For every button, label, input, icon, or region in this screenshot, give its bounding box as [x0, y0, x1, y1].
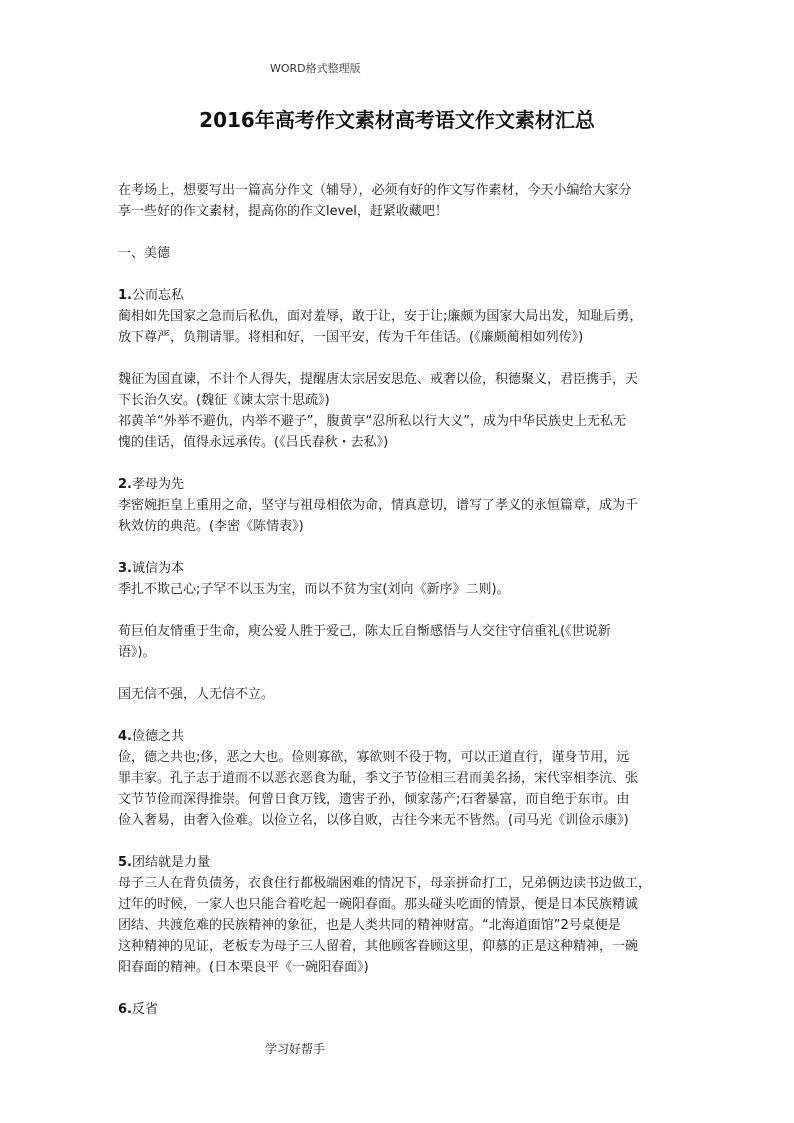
item-number: 4.	[118, 729, 132, 744]
section-title: 一、美德	[118, 246, 171, 261]
item-number: 2.	[118, 477, 132, 492]
paragraph-line: 下长治久安。(魏征《谏太宗十思疏》)	[118, 393, 330, 408]
item-number: 5.	[118, 855, 132, 870]
paragraph-line: 蔺相如先国家之急而后私仇，面对羞辱，敢于让，安于让;廉颇为国家大局出发，知耻后勇，	[118, 309, 643, 324]
paragraph-line: 团结、共渡危难的民族精神的象征，也是人类共同的精神财富。“北海道面馆”2号桌便是	[118, 918, 621, 933]
item-title: 团结就是力量	[131, 855, 210, 870]
item-heading	[118, 726, 678, 747]
paragraph-line: 愧的佳话，值得永远承传。(《吕氏春秋・去私》)	[118, 435, 389, 450]
paragraph-line: 祁黄羊“外举不避仇，内举不避子”，腹黄享“忍所私以行大义”，成为中华民族史上无私无	[118, 414, 626, 429]
paragraph-line: 这种精神的见证，老板专为母子三人留着，其他顾客眷顾这里，仰慕的正是这种精神，一碗	[118, 939, 639, 954]
paragraph-line: 俭，德之共也;侈，恶之大也。俭则寡欲，寡欲则不役于物，可以正道直行，谨身节用，远	[118, 750, 630, 765]
paragraph-line: 文节节俭而深得推崇。何曾日食万钱，遗害子孙，倾家荡产;石奢暴富，而自绝于东市。由	[118, 792, 630, 807]
item-heading	[118, 999, 678, 1020]
paragraph-line: 季扎不欺己心;子罕不以玉为宝，而以不贫为宝(刘向《新序》二则)。	[118, 582, 510, 597]
item-heading	[118, 558, 678, 579]
paragraph-line: 荀巨伯友情重于生命，庾公爱人胜于爱己，陈太丘自惭感悟与人交往守信重礼(《世说新	[118, 624, 611, 639]
item-title: 反省	[131, 1002, 158, 1017]
item-title: 孝母为先	[131, 477, 184, 492]
paragraph-line: 秋效仿的典范。(李密《陈情表》)	[118, 519, 304, 534]
item-heading	[118, 852, 678, 873]
paragraph-line: 俭入奢易，由奢入俭难。以俭立名，以侈自败，古往今来无不皆然。(司马光《训俭示康》)	[118, 813, 629, 828]
document-body	[118, 180, 678, 1020]
paragraph-line: 魏征为国直谏，不计个人得失，提醒唐太宗居安思危、戒奢以俭，积德聚义，君臣携手，天	[118, 372, 639, 387]
document-title: 2016年高考作文素材高考语文作文素材汇总	[199, 108, 595, 132]
item-number: 1.	[118, 288, 132, 303]
paragraph-line: 语》)。	[118, 645, 156, 660]
item-number: 3.	[118, 561, 132, 576]
item-heading	[118, 474, 678, 495]
paragraph-line: 母子三人在背负债务，衣食住行都极端困难的情况下，母亲拼命打工，兄弟俩边读书边做工，	[118, 876, 652, 891]
paragraph-line: 李密婉拒皇上重用之命，坚守与祖母相依为命，情真意切，谱写了孝义的永恒篇章，成为千	[118, 498, 639, 513]
paragraph-line: 国无信不强，人无信不立。	[118, 687, 275, 702]
footer-note: 学习好帮手	[265, 1042, 326, 1056]
intro-line: 在考场上，想要写出一篇高分作文（辅导），必须有好的作文写作素材，今天小编给大家分	[118, 183, 632, 198]
header-note: WORD格式整理版	[270, 62, 361, 75]
item-title: 诚信为本	[131, 561, 184, 576]
paragraph-line: 阳春面的精神。(日本栗良平《一碗阳春面》)	[118, 960, 369, 975]
paragraph-line: 放下尊严，负荆请罪。将相和好，一国平安，传为千年佳话。(《廉颇蔺相如列传》)	[118, 330, 584, 345]
intro-line: 享一些好的作文素材，提高你的作文level，赶紧收藏吧！	[118, 204, 448, 219]
item-title: 俭德之共	[131, 729, 184, 744]
item-number: 6.	[118, 1002, 132, 1017]
paragraph-line: 过年的时候，一家人也只能合着吃起一碗阳春面。那头碰头吃面的情景，便是日本民族精诚	[118, 897, 639, 912]
paragraph-line: 罪丰家。孔子志于道而不以恶衣恶食为耻，季文子节俭相三君而美名扬，宋代宰相李沆、张	[118, 771, 639, 786]
item-heading	[118, 285, 678, 306]
item-title: 公而忘私	[131, 288, 184, 303]
